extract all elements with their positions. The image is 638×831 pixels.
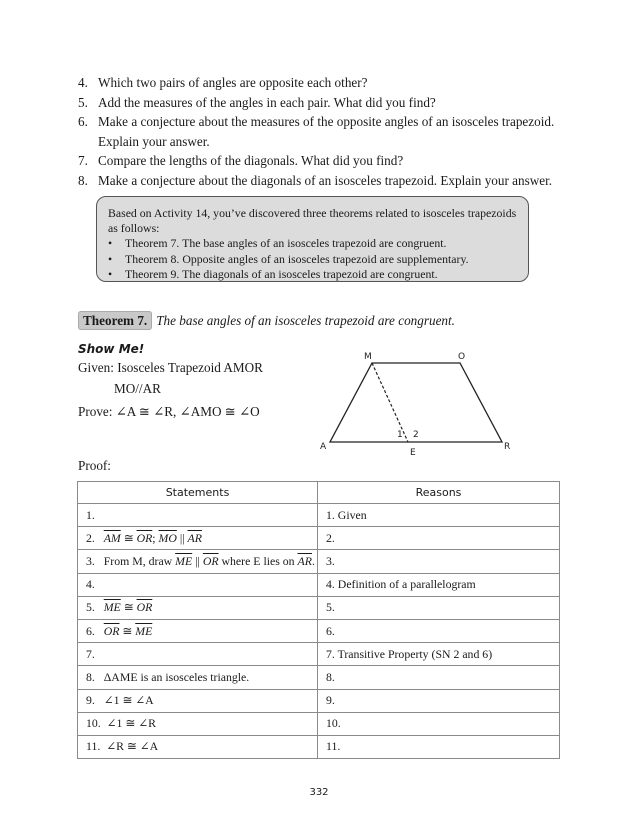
reason-cell: 4. Definition of a parallelogram xyxy=(318,573,560,596)
question-item xyxy=(78,151,568,171)
statement-cell: 2. $\overline{AM}$ ≅ $\overline{OR}$; $\overline{MO}$ || $\overline{AR}$ xyxy=(78,527,318,550)
given-line: Given: Isosceles Trapezoid AMOR xyxy=(78,360,263,375)
label-a: A xyxy=(320,442,327,452)
statement-text: ΔAME is an isosceles triangle. xyxy=(103,669,250,684)
question-item xyxy=(78,93,568,113)
table-row xyxy=(78,712,560,735)
table-row xyxy=(78,619,560,642)
trapezoid-figure xyxy=(318,348,528,460)
theorem-heading xyxy=(78,313,455,329)
statement-text: ∠1 ≅ ∠A xyxy=(103,693,154,708)
bullet: • xyxy=(108,266,113,281)
label-r: R xyxy=(504,442,511,452)
reason-cell: 9. xyxy=(318,689,560,712)
reason-cell: 8. xyxy=(318,666,560,689)
statement-cell: 5. $\overline{ME}$ ≅ $\overline{OR}$ xyxy=(78,596,318,619)
statement-text: ∠1 ≅ ∠R xyxy=(106,716,156,731)
question-number: 8. xyxy=(78,172,88,188)
callout-intro: Based on Activity 14, you’ve discovered three theorems related to isosceles trapezoids as follows: xyxy=(108,206,517,236)
callout-item xyxy=(108,267,518,282)
question-number: 5. xyxy=(78,94,88,110)
question-text: Compare the lengths of the diagonals. What did you find? xyxy=(98,153,404,168)
question-text: Make a conjecture about the diagonals of an isosceles trapezoid. Explain your answer. xyxy=(98,172,553,188)
statement-cell: 3. From M, draw $\overline{ME}$ || $\overline{OR}$ where E lies on $\overline{AR}$. xyxy=(78,550,318,573)
theorem-text: The base angles of an isosceles trapezoid are congruent. xyxy=(156,313,455,328)
table-row xyxy=(78,666,560,689)
statement-cell xyxy=(78,666,318,689)
table-row xyxy=(78,504,560,527)
callout-item xyxy=(108,252,518,267)
header-reasons: Reasons xyxy=(318,482,560,504)
label-o: O xyxy=(458,352,466,362)
question-text: Make a conjecture about the measures of the opposite angles of an isosceles trapezoid. Explain your answer. xyxy=(98,114,555,149)
table-row xyxy=(78,550,560,573)
reason-cell: 11. xyxy=(318,735,560,758)
reason-cell: 1. Given xyxy=(318,504,560,527)
given-parallel: MO//AR xyxy=(114,381,161,396)
prove-line: Prove: ∠A ≅ ∠R, ∠AMO ≅ ∠O xyxy=(78,404,260,419)
callout-item-text: Theorem 7. The base angles of an isosceles trapezoid are congruent. xyxy=(125,236,447,251)
statement-number: 11. xyxy=(86,739,101,754)
table-row xyxy=(78,573,560,596)
statement-cell xyxy=(78,643,318,666)
statement-text: where E lies on xyxy=(221,553,295,568)
statement-number: 3. xyxy=(86,553,95,568)
question-list xyxy=(78,73,568,190)
table-row xyxy=(78,643,560,666)
proof-label: Proof: xyxy=(78,458,111,473)
question-item xyxy=(78,73,568,93)
reason-cell: 3. xyxy=(318,550,560,573)
label-e: E xyxy=(410,448,416,458)
table-row xyxy=(78,527,560,550)
reason-cell: 6. xyxy=(318,619,560,642)
statement-cell xyxy=(78,735,318,758)
statement-number: 10. xyxy=(86,716,101,731)
question-number: 6. xyxy=(78,114,88,129)
reason-cell: 10. xyxy=(318,712,560,735)
question-item xyxy=(78,171,568,191)
statement-number: 2. xyxy=(86,530,95,545)
reason-cell: 5. xyxy=(318,596,560,619)
bullet: • xyxy=(108,251,113,266)
table-row xyxy=(78,735,560,758)
statement-number: 9. xyxy=(86,693,95,708)
theorem-label: Theorem 7. xyxy=(78,311,152,330)
table-row xyxy=(78,689,560,712)
question-number: 7. xyxy=(78,153,88,168)
label-m: M xyxy=(364,352,372,362)
callout-list xyxy=(108,236,518,282)
statement-number: 8. xyxy=(86,669,95,684)
table-row xyxy=(78,596,560,619)
bullet: • xyxy=(108,236,113,251)
statement-cell xyxy=(78,573,318,596)
callout-item-text: Theorem 9. The diagonals of an isosceles trapezoid are congruent. xyxy=(125,266,438,281)
theorem-summary-box xyxy=(96,196,529,282)
header-statements: Statements xyxy=(78,482,318,504)
callout-item-text: Theorem 8. Opposite angles of an isosceles trapezoid are supplementary. xyxy=(125,251,469,266)
statement-cell xyxy=(78,504,318,527)
question-text: Add the measures of the angles in each pair. What did you find? xyxy=(98,94,436,110)
question-number: 4. xyxy=(78,75,88,90)
statement-text: ∠R ≅ ∠A xyxy=(106,739,159,754)
page-number: 332 xyxy=(309,787,329,798)
question-item xyxy=(78,112,568,151)
statement-number: 6. xyxy=(86,623,95,638)
statement-text: From M, draw xyxy=(103,553,173,568)
reason-cell: 7. Transitive Property (SN 2 and 6) xyxy=(318,643,560,666)
statement-cell xyxy=(78,712,318,735)
statement-number: 1. xyxy=(86,507,95,522)
statement-number: 7. xyxy=(86,646,95,661)
statement-cell xyxy=(78,689,318,712)
proof-table xyxy=(77,481,560,759)
statement-number: 5. xyxy=(86,600,95,615)
question-text: Which two pairs of angles are opposite each other? xyxy=(98,75,368,90)
label-angle-1: 1 xyxy=(397,430,403,440)
callout-item xyxy=(108,236,518,251)
statement-number: 4. xyxy=(86,577,95,592)
statement-cell: 6. $\overline{OR}$ ≅ $\overline{ME}$ xyxy=(78,619,318,642)
label-angle-2: 2 xyxy=(413,430,419,440)
reason-cell: 2. xyxy=(318,527,560,550)
table-header-row xyxy=(78,482,560,504)
show-me-heading: Show Me! xyxy=(78,342,145,356)
